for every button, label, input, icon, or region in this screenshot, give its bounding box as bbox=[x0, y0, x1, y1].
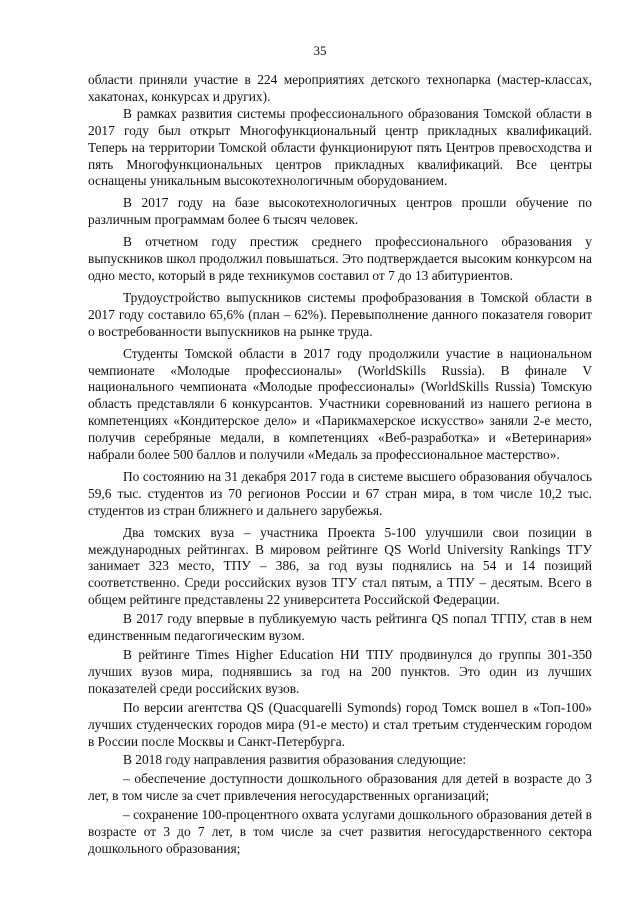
list-item-preschool-access: – обеспечение доступности дошкольного образования для детей в возрасте до 3 лет, в том числе за счет привлечения негосударственных организаций; bbox=[88, 771, 592, 804]
paragraph-worldskills: Студенты Томской области в 2017 году продолжили участие в национальном чемпионате «Молодые профессионалы» (WorldSkills Russia). В финале V национального чемпионата «Молодые профессионалы» (WorldSkills Russia) Томскую область представляли 6 конкурсантов. Участники соревнований из нашего региона в компетенциях «Кондитерское дело» и «Парикмахерское искусство» заняли 2-е место, получив серебряные медали, в компетенциях «Веб-разработка» и «Ветеринария» набрали более 500 баллов и получили «Медаль за профессиональное мастерство». bbox=[88, 345, 592, 463]
paragraph-tgpu: В 2017 году впервые в публикуемую часть рейтинга QS попал ТГПУ, став в нем единственным педагогическим вузом. bbox=[88, 611, 592, 644]
paragraph-prestige: В отчетном году престиж среднего профессионального образования у выпускников школ продолжил повышаться. Это подтверждается высоким конкурсом на одно место, который в ряде техникумов составил от 7 до 13 абитуриентов. bbox=[88, 234, 592, 283]
paragraph-training-count: В 2017 году на базе высокотехнологичных центров прошли обучение по различным программам более 6 тысяч человек. bbox=[88, 195, 592, 228]
paragraph-higher-education: По состоянию на 31 декабря 2017 года в системе высшего образования обучалось 59,6 тыс. студентов из 70 регионов России и 67 стран мира, в том числе 10,2 тыс. студентов из стран ближнего и дальнего зарубежья. bbox=[88, 468, 592, 518]
list-item-preschool-coverage: – сохранение 100-процентного охвата услугами дошкольного образования детей в возрасте от 3 до 7 лет, в том числе за счет развития негосударственного сектора дошкольного образования; bbox=[88, 807, 592, 856]
paragraph-employment: Трудоустройство выпускников системы профобразования в Томской области в 2017 году составило 65,6% (план – 62%). Перевыполнение данного показателя говорит о востребованности выпускников на рынке труда. bbox=[88, 289, 592, 339]
paragraph-vocational-centers: В рамках развития системы профессионального образования Томской области в 2017 году был открыт Многофункциональный центр прикладных квалификаций. Теперь на территории Томской области функционируют пять Центров превосходства и пять Многофункциональных центров прикладных квалификаций. Все центры оснащены уникальным высокотехнологичным оборудованием. bbox=[88, 105, 592, 189]
paragraph-continuation: области приняли участие в 224 мероприятиях детского технопарка (мастер-классах, хакатонах, конкурсах и других). bbox=[88, 72, 592, 104]
paragraph-rankings: Два томских вуза – участника Проекта 5-100 улучшили свои позиции в международных рейтингах. В мировом рейтинге QS World University Rankings ТГУ занимает 323 место, ТПУ – 386, за год вузы поднялись на 54 и 14 позиций соответственно. Среди российских вузов ТГУ стал пятым, а ТПУ – десятым. Всего в общем рейтинге представлены 22 университета Российской Федерации. bbox=[88, 524, 592, 608]
body-text bbox=[88, 72, 592, 858]
paragraph-times-ranking: В рейтинге Times Higher Education НИ ТПУ продвинулся до группы 301-350 лучших вузов мира, поднявшись за год на 200 пунктов. Это один из лучших показателей среди российских вузов. bbox=[88, 647, 592, 696]
paragraph-directions-2018: В 2018 году направления развития образования следующие: bbox=[123, 752, 467, 768]
page-number: 35 bbox=[313, 43, 327, 58]
paragraph-student-cities: По версии агентства QS (Quacquarelli Symonds) город Томск вошел в «Топ-100» лучших студенческих городов мира (91-е место) и стал третьим студенческим городом в России после Москвы и Санкт-Петербурга. bbox=[88, 699, 592, 749]
